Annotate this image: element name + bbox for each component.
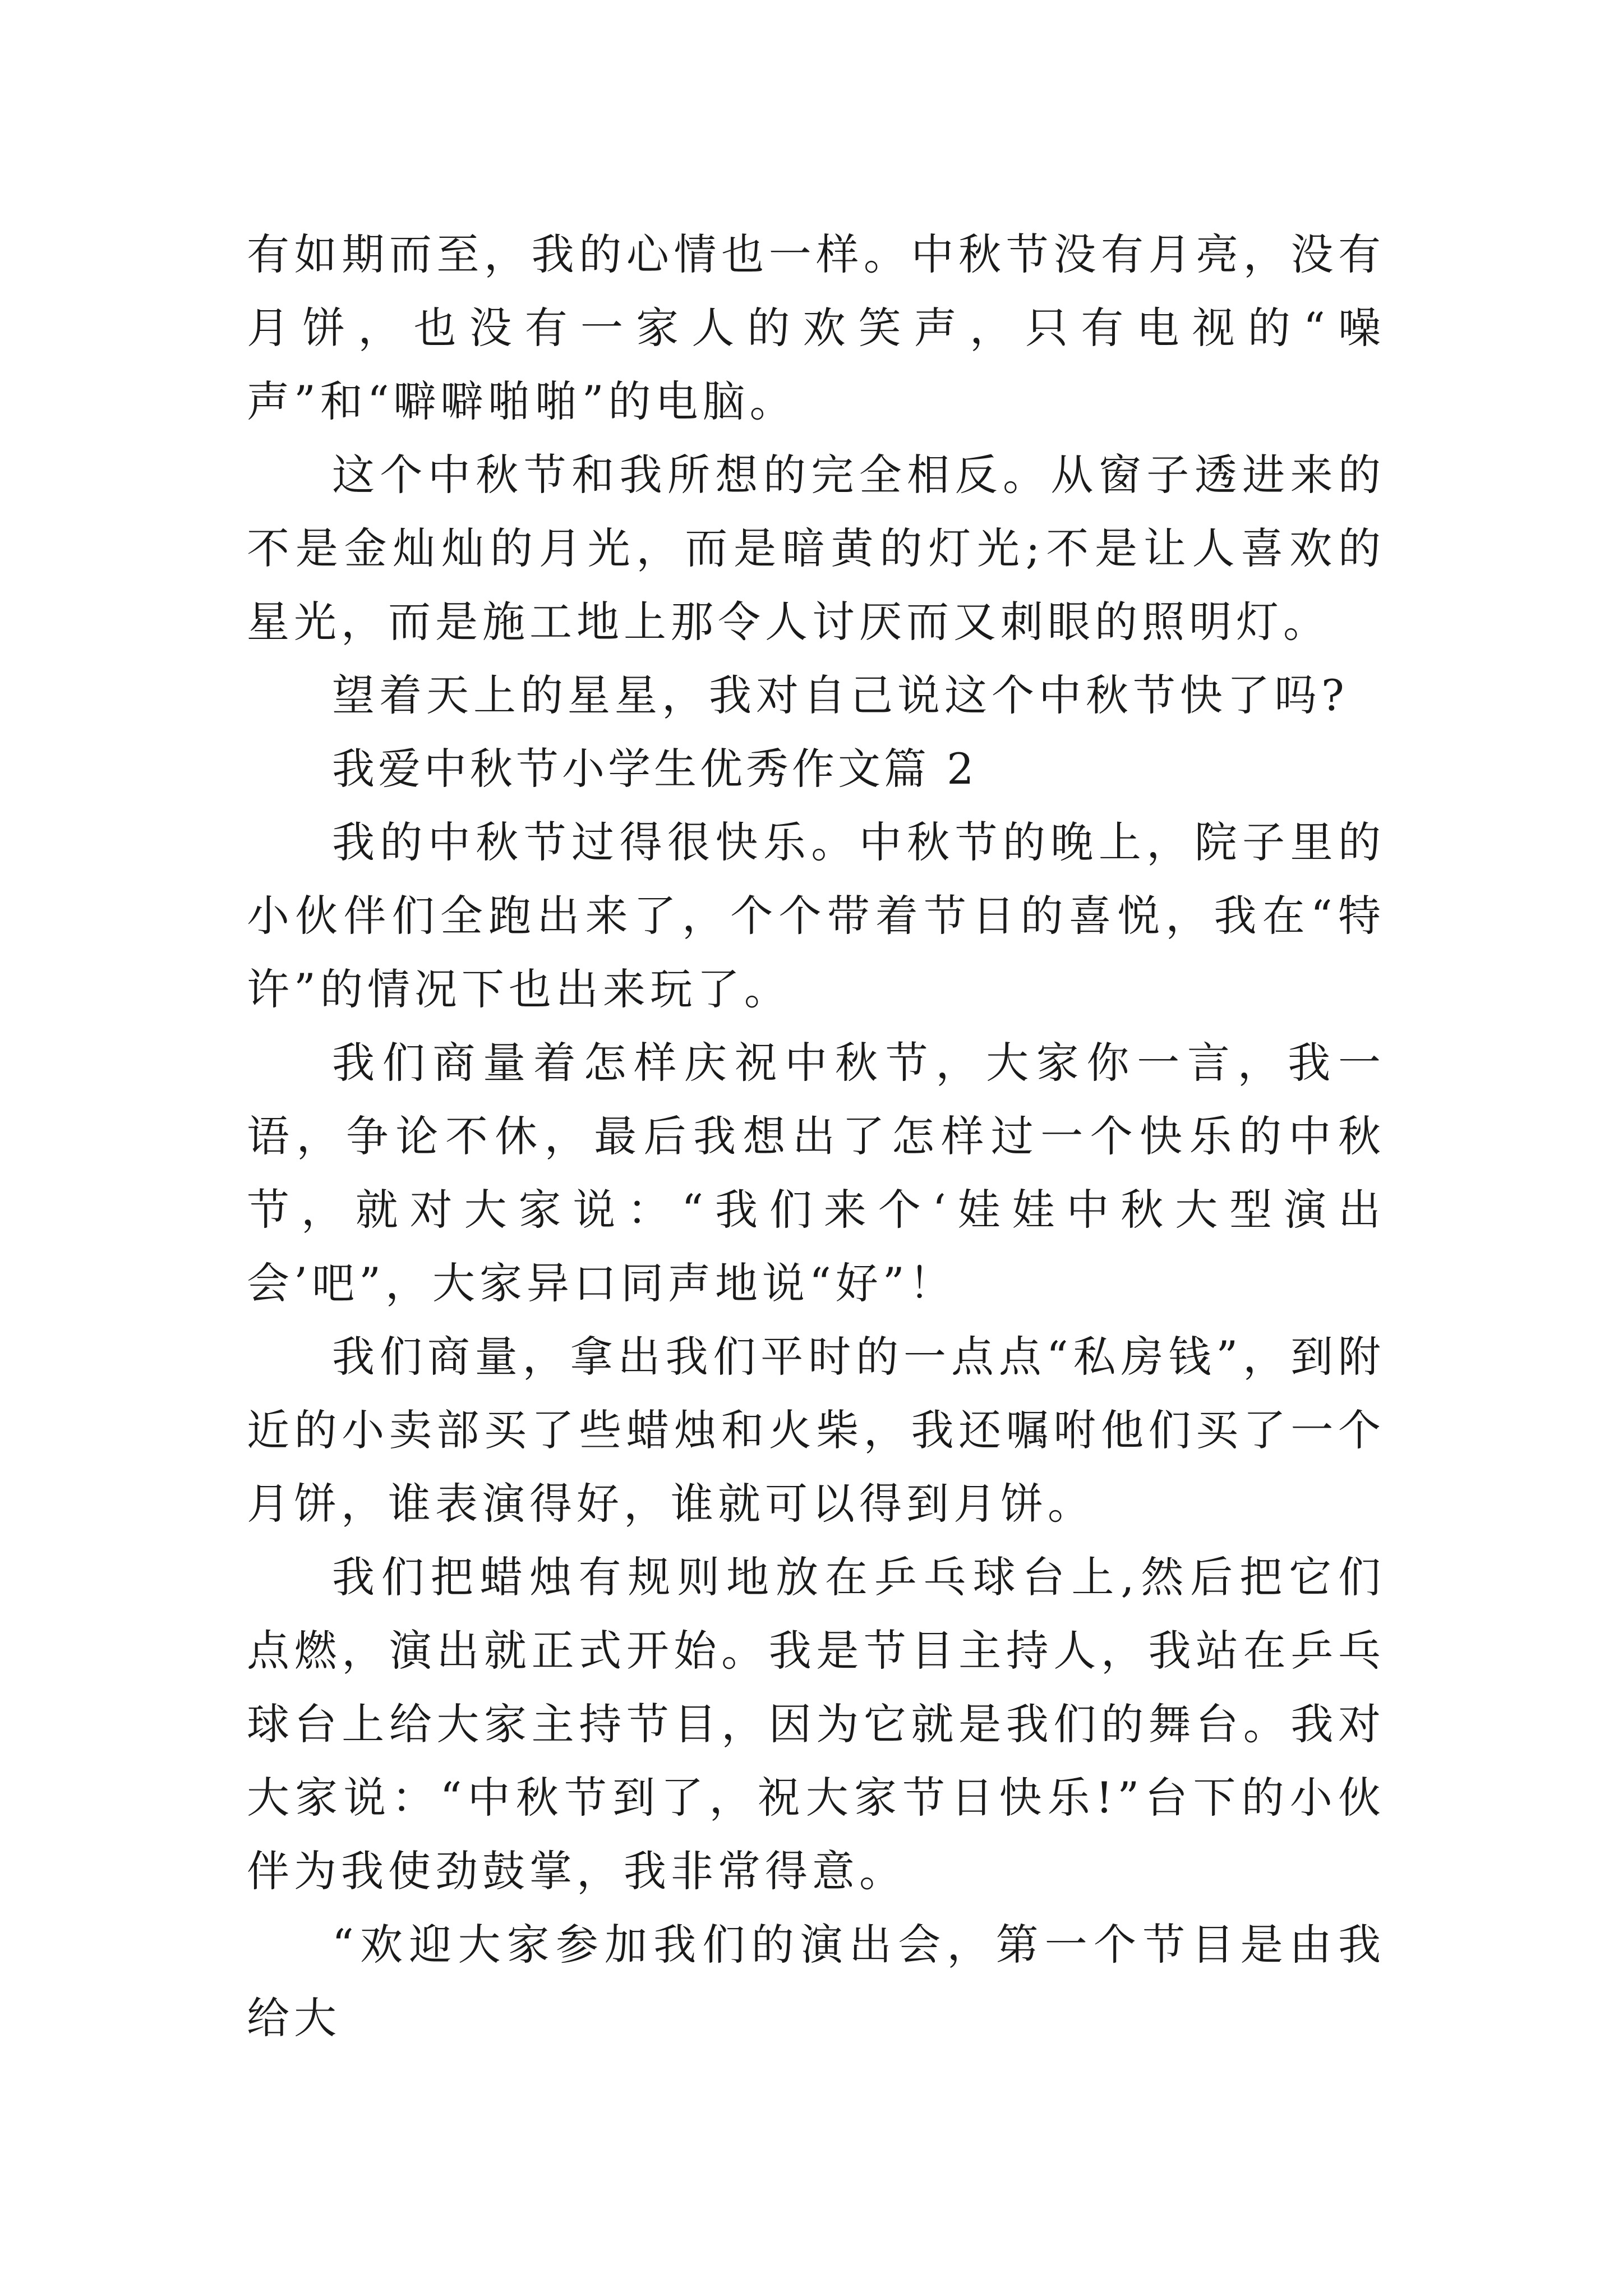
paragraph-6: 我们商量着怎样庆祝中秋节，大家你一言，我一语，争论不休，最后我想出了怎样过一个快乐的中秋节，就对大家说：“我们来个‘娃娃中秋大型演出会’吧”，大家异口同声地说“好”！: [247, 1038, 1385, 1308]
paragraph-8: 我们把蜡烛有规则地放在乒乓球台上,然后把它们点燃，演出就正式开始。我是节目主持人，我站在乒乓球台上给大家主持节目，因为它就是我们的舞台。我对大家说：“中秋节到了，祝大家节日快乐!”台下的小伙伴为我使劲鼓掌，我非常得意。: [247, 1552, 1385, 1896]
paragraph-3: 望着天上的星星，我对自己说这个中秋节快了吗?: [332, 670, 1349, 720]
paragraph-7: 我们商量，拿出我们平时的一点点“私房钱”，到附近的小卖部买了些蜡烛和火柴，我还嘱咐他们买了一个月饼，谁表演得好，谁就可以得到月饼。: [247, 1332, 1385, 1529]
paragraph-1: 有如期而至，我的心情也一样。中秋节没有月亮，没有月饼，也没有一家人的欢笑声，只有电视的“噪声”和“噼噼啪啪”的电脑。: [247, 229, 1385, 426]
document-body: [247, 218, 1385, 2055]
paragraph-5: 我的中秋节过得很快乐。中秋节的晚上，院子里的小伙伴们全跑出来了，个个带着节日的喜悦，我在“特许”的情况下也出来玩了。: [247, 817, 1385, 1014]
paragraph-9: “欢迎大家参加我们的演出会，第一个节目是由我给大: [247, 1920, 1385, 2043]
section-heading: 我爱中秋节小学生优秀作文篇 2: [332, 744, 978, 794]
paragraph-2: 这个中秋节和我所想的完全相反。从窗子透进来的不是金灿灿的月光，而是暗黄的灯光;不是让人喜欢的星光，而是施工地上那令人讨厌而又刺眼的照明灯。: [247, 450, 1385, 647]
